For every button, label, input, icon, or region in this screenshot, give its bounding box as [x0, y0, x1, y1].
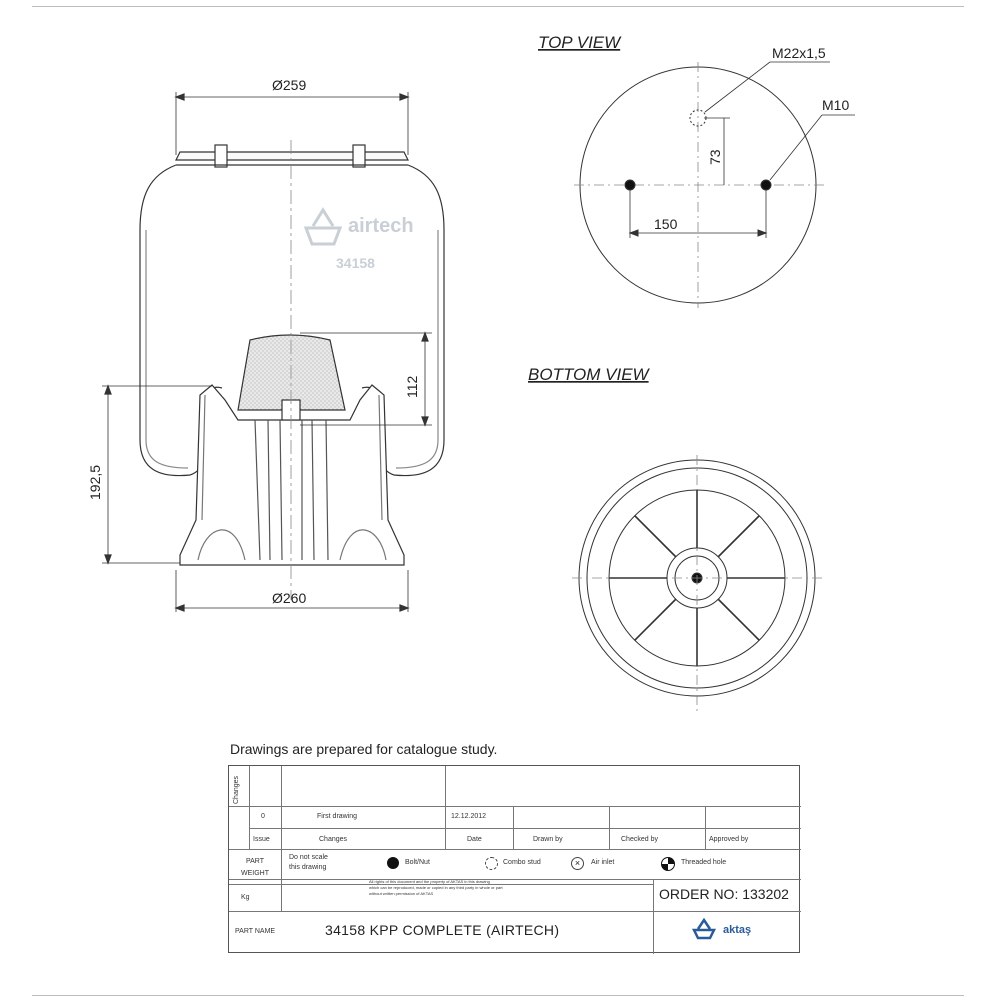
top-view: [574, 62, 855, 308]
dim-height: 192,5: [87, 464, 103, 500]
legend-combo-icon: [485, 857, 498, 870]
piston-insert: [238, 335, 345, 410]
legend-2: Combo stud: [503, 859, 541, 866]
part-weight-label: PART WEIGHT: [241, 858, 269, 877]
bottom-view: [572, 455, 822, 712]
dim-bolt-spacing: 150: [654, 216, 678, 232]
part-number-marking: 34158: [336, 255, 375, 271]
dim-thread-stud: M22x1,5: [772, 45, 826, 61]
col-date: Date: [467, 836, 482, 843]
dim-top-diameter: Ø259: [272, 77, 307, 93]
top-plate: [176, 152, 408, 160]
bottom-view-title: BOTTOM VIEW: [528, 365, 649, 384]
stud-left: [215, 145, 227, 167]
col-changes: Changes: [319, 836, 348, 843]
col-checked: Checked by: [621, 836, 658, 843]
legend-3: Air inlet: [591, 859, 615, 866]
legend-1: Bolt/Nut: [405, 859, 430, 866]
col-drawn: Drawn by: [533, 836, 563, 843]
airtech-logo-icon: [306, 210, 340, 244]
copyright-2: which can be reproduced, made or copied in any third party in whole or part: [369, 885, 503, 890]
copyright-1: All rights of this document and the property of AKTAS in this drawing: [369, 879, 490, 884]
order-number: ORDER NO: 133202: [659, 886, 789, 902]
dim-stud-offset: 73: [707, 149, 723, 165]
side-label: Changes: [233, 775, 240, 804]
bolt-hole-left-icon: [625, 180, 635, 190]
issue-no: 0: [261, 813, 265, 820]
legend-bolt-icon: [387, 857, 399, 869]
legend-air-inlet-icon: ×: [571, 857, 584, 870]
company-name: aktaş: [723, 924, 752, 936]
dim-bolt: M10: [822, 97, 850, 113]
dim-bottom-diameter: Ø260: [272, 590, 307, 606]
issue-change: First drawing: [317, 813, 358, 820]
issue-date: 12.12.2012: [451, 813, 487, 820]
bolt-hole-right-icon: [761, 180, 771, 190]
dim-piston-height: 112: [404, 375, 420, 398]
legend-threaded-icon: [661, 857, 675, 871]
col-issue: Issue: [253, 836, 270, 843]
top-view-title: TOP VIEW: [538, 33, 621, 52]
weight-unit: Kg: [241, 894, 250, 901]
stud-right: [353, 145, 365, 167]
scale-note-1: Do not scale: [289, 854, 328, 861]
legend-4: Threaded hole: [681, 859, 727, 866]
brand-marking: airtech: [348, 215, 414, 237]
col-approved: Approved by: [709, 836, 749, 843]
catalogue-note: Drawings are prepared for catalogue study.: [230, 741, 498, 757]
copyright-3: without written permission of AKTAS: [369, 891, 434, 896]
side-view: [102, 92, 444, 612]
aktas-logo-icon: [691, 918, 717, 940]
scale-note-2: this drawing: [289, 864, 327, 871]
part-name-label: PART NAME: [235, 928, 276, 935]
part-name: 34158 KPP COMPLETE (AIRTECH): [325, 922, 560, 938]
title-block: [228, 765, 800, 953]
